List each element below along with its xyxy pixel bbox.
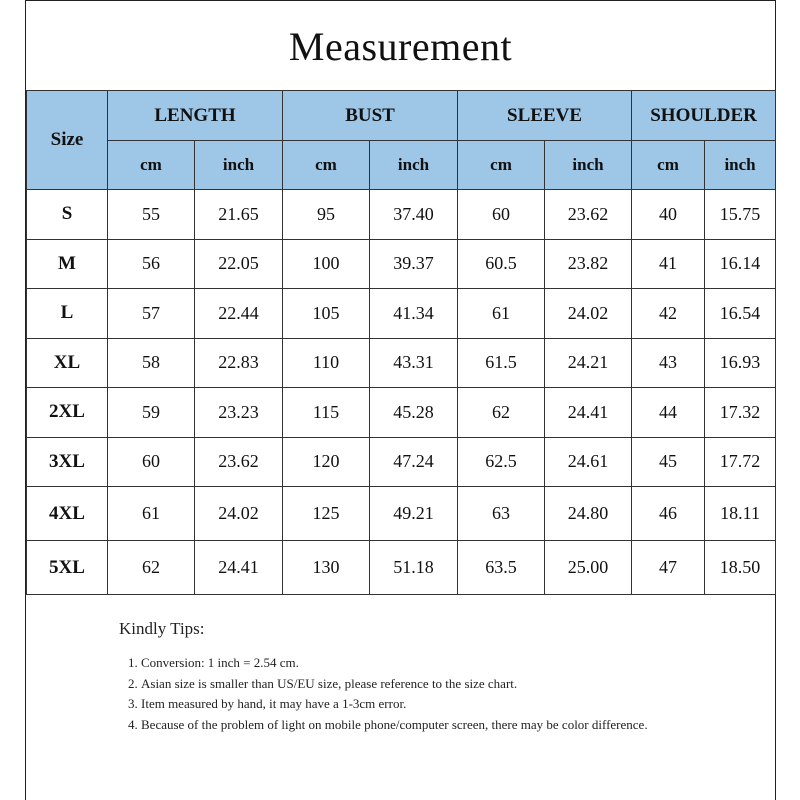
value-cell: 25.00 — [545, 541, 632, 595]
value-cell: 45.28 — [370, 388, 458, 438]
table-row — [27, 239, 776, 289]
value-cell: 49.21 — [370, 487, 458, 541]
value-cell: 59 — [108, 388, 195, 438]
value-cell: 16.14 — [705, 239, 776, 289]
value-cell: 22.44 — [195, 289, 283, 339]
size-cell: S — [27, 190, 108, 240]
table-row — [27, 388, 776, 438]
value-cell: 44 — [632, 388, 705, 438]
size-cell: 5XL — [27, 541, 108, 595]
value-cell: 23.23 — [195, 388, 283, 438]
value-cell: 60 — [458, 190, 545, 240]
value-cell: 24.02 — [545, 289, 632, 339]
size-header: Size — [27, 91, 108, 190]
unit-row — [27, 141, 776, 190]
value-cell: 24.61 — [545, 437, 632, 487]
unit-header: inch — [195, 141, 283, 190]
value-cell: 24.41 — [195, 541, 283, 595]
tip-item: 3. Item measured by hand, it may have a 1-3cm error. — [141, 694, 739, 715]
value-cell: 100 — [283, 239, 370, 289]
value-cell: 41 — [632, 239, 705, 289]
value-cell: 95 — [283, 190, 370, 240]
value-cell: 39.37 — [370, 239, 458, 289]
value-cell: 15.75 — [705, 190, 776, 240]
value-cell: 41.34 — [370, 289, 458, 339]
bust-header: BUST — [283, 91, 458, 141]
value-cell: 21.65 — [195, 190, 283, 240]
value-cell: 24.02 — [195, 487, 283, 541]
size-table — [26, 90, 776, 595]
size-cell: XL — [27, 338, 108, 388]
value-cell: 23.62 — [545, 190, 632, 240]
unit-header: inch — [370, 141, 458, 190]
value-cell: 55 — [108, 190, 195, 240]
value-cell: 63.5 — [458, 541, 545, 595]
value-cell: 61 — [108, 487, 195, 541]
unit-header: cm — [632, 141, 705, 190]
value-cell: 60.5 — [458, 239, 545, 289]
size-cell: 4XL — [27, 487, 108, 541]
value-cell: 22.05 — [195, 239, 283, 289]
table-row — [27, 190, 776, 240]
value-cell: 16.54 — [705, 289, 776, 339]
size-cell: L — [27, 289, 108, 339]
value-cell: 17.32 — [705, 388, 776, 438]
unit-header: cm — [283, 141, 370, 190]
value-cell: 105 — [283, 289, 370, 339]
value-cell: 42 — [632, 289, 705, 339]
value-cell: 130 — [283, 541, 370, 595]
tip-item: 1. Conversion: 1 inch = 2.54 cm. — [141, 653, 739, 674]
value-cell: 24.80 — [545, 487, 632, 541]
value-cell: 61.5 — [458, 338, 545, 388]
table-row — [27, 487, 776, 541]
kindly-tips — [119, 619, 739, 735]
value-cell: 37.40 — [370, 190, 458, 240]
tips-title: Kindly Tips: — [119, 619, 205, 638]
value-cell: 23.82 — [545, 239, 632, 289]
header-row — [27, 91, 776, 141]
value-cell: 45 — [632, 437, 705, 487]
value-cell: 17.72 — [705, 437, 776, 487]
unit-header: inch — [705, 141, 776, 190]
value-cell: 60 — [108, 437, 195, 487]
sleeve-header: SLEEVE — [458, 91, 632, 141]
length-header: LENGTH — [108, 91, 283, 141]
value-cell: 61 — [458, 289, 545, 339]
value-cell: 24.41 — [545, 388, 632, 438]
value-cell: 63 — [458, 487, 545, 541]
unit-header: cm — [458, 141, 545, 190]
value-cell: 58 — [108, 338, 195, 388]
table-row — [27, 289, 776, 339]
value-cell: 62 — [108, 541, 195, 595]
tips-list — [119, 653, 739, 735]
value-cell: 46 — [632, 487, 705, 541]
value-cell: 43.31 — [370, 338, 458, 388]
value-cell: 110 — [283, 338, 370, 388]
size-cell: 2XL — [27, 388, 108, 438]
value-cell: 43 — [632, 338, 705, 388]
size-cell: 3XL — [27, 437, 108, 487]
value-cell: 51.18 — [370, 541, 458, 595]
table-row — [27, 338, 776, 388]
value-cell: 57 — [108, 289, 195, 339]
value-cell: 23.62 — [195, 437, 283, 487]
page-title: Measurement — [288, 24, 513, 69]
size-chart-panel — [25, 0, 776, 800]
value-cell: 47 — [632, 541, 705, 595]
table-row — [27, 541, 776, 595]
size-cell: M — [27, 239, 108, 289]
value-cell: 47.24 — [370, 437, 458, 487]
value-cell: 120 — [283, 437, 370, 487]
value-cell: 16.93 — [705, 338, 776, 388]
value-cell: 18.50 — [705, 541, 776, 595]
value-cell: 22.83 — [195, 338, 283, 388]
value-cell: 62 — [458, 388, 545, 438]
unit-header: inch — [545, 141, 632, 190]
value-cell: 62.5 — [458, 437, 545, 487]
unit-header: cm — [108, 141, 195, 190]
value-cell: 18.11 — [705, 487, 776, 541]
value-cell: 115 — [283, 388, 370, 438]
value-cell: 125 — [283, 487, 370, 541]
tip-item: 2. Asian size is smaller than US/EU size, please reference to the size chart. — [141, 674, 739, 695]
value-cell: 40 — [632, 190, 705, 240]
value-cell: 56 — [108, 239, 195, 289]
table-row — [27, 437, 776, 487]
shoulder-header: SHOULDER — [632, 91, 776, 141]
value-cell: 24.21 — [545, 338, 632, 388]
tip-item: 4. Because of the problem of light on mobile phone/computer screen, there may be color difference. — [141, 715, 739, 736]
